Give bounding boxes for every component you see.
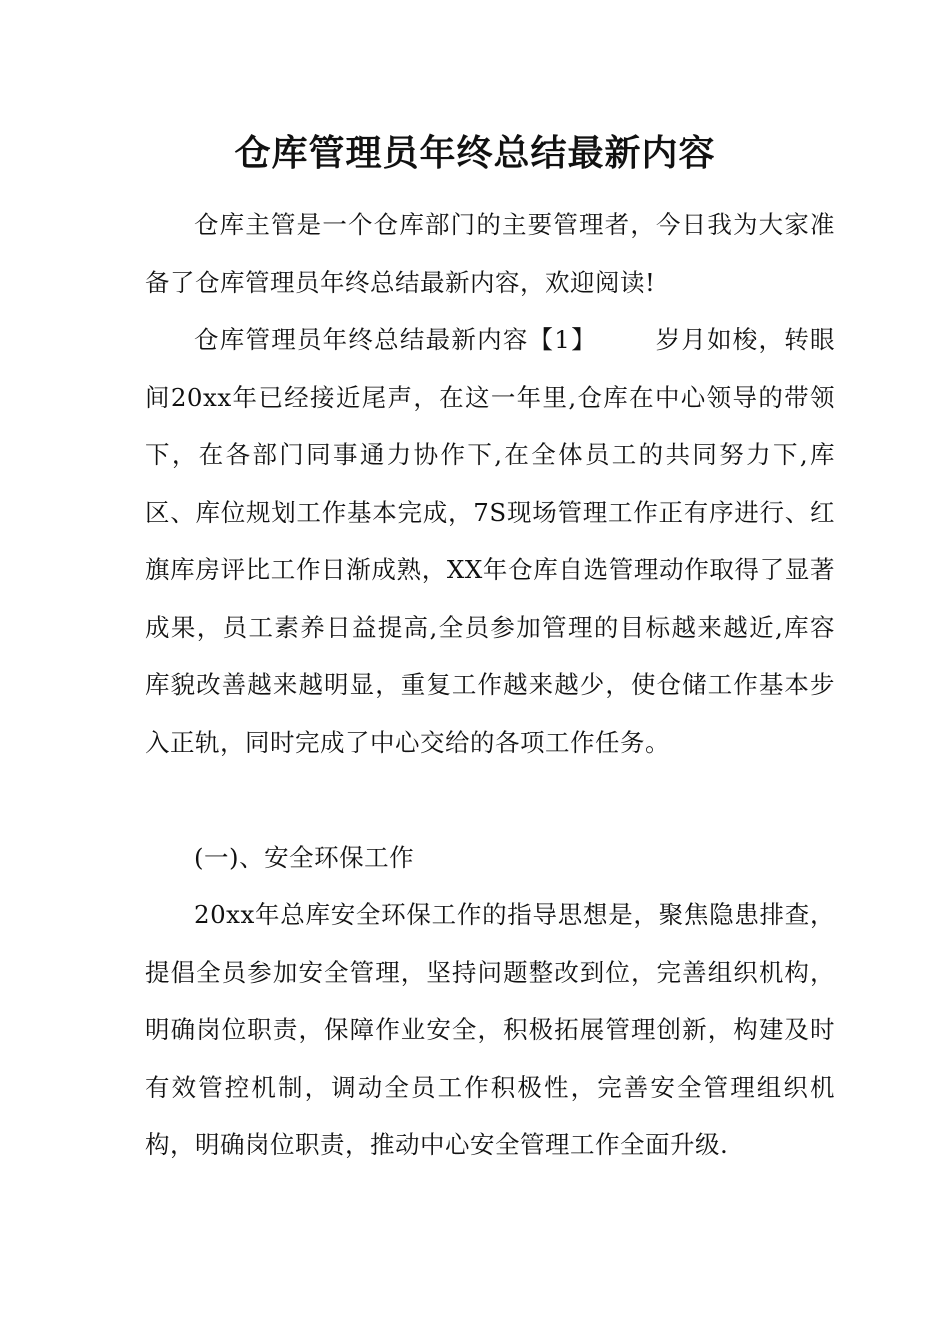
section1-paragraph bbox=[145, 311, 835, 771]
document-title: 仓库管理员年终总结最新内容 bbox=[234, 132, 716, 174]
subheading-safety-text: (一)、安全环保工作 bbox=[194, 843, 415, 872]
safety-paragraph bbox=[145, 886, 835, 1174]
section1-body: 岁月如梭，转眼间20xx年已经接近尾声，在这一年里,仓库在中心领导的带领下，在各部门同事通力协作下,在全体员工的共同努力下,库区、库位规划工作基本完成，7S现场管理工作正有序进行、红旗库房评比工作日渐成熟，XX年仓库自选管理动作取得了显著成果，员工素养日益提高,全员参加管理的目标越来越近,库容库貌改善越来越明显，重复工作越来越少，使仓储工作基本步入正轨，同时完成了中心交给的各项工作任务。 bbox=[145, 325, 836, 757]
intro-paragraph bbox=[145, 196, 835, 311]
section1-heading: 仓库管理员年终总结最新内容【1】 bbox=[194, 325, 597, 354]
subheading-safety bbox=[145, 829, 835, 887]
intro-text: 仓库主管是一个仓库部门的主要管理者，今日我为大家准备了仓库管理员年终总结最新内容，欢迎阅读! bbox=[145, 210, 835, 297]
safety-paragraph-text: 20xx年总库安全环保工作的指导思想是，聚焦隐患排查，提倡全员参加安全管理，坚持问题整改到位，完善组织机构，明确岗位职责，保障作业安全，积极拓展管理创新，构建及时有效管控机制，调动全员工作积极性，完善安全管理组织机构，明确岗位职责，推动中心安全管理工作全面升级. bbox=[145, 900, 835, 1159]
